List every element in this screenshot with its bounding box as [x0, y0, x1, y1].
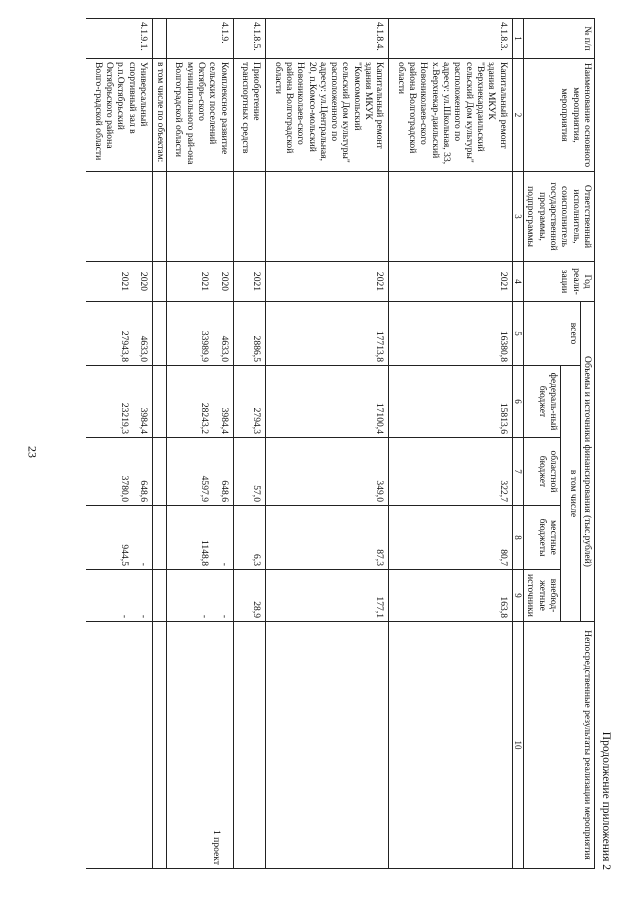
- note-text: в том числе по объектам:: [152, 59, 166, 172]
- col-num: 9: [512, 570, 524, 622]
- col-num: 10: [512, 622, 524, 869]
- row-local: [86, 506, 152, 570]
- row-regional: 322,7: [389, 438, 512, 506]
- row-regional: [167, 438, 234, 506]
- row-name: Комплексное развитие сельских поселений Октябрь-ского муниципального рай-она Волгоградской области: [167, 59, 234, 172]
- note-cell: [152, 622, 166, 869]
- extrabudget-2021: -: [199, 614, 211, 619]
- row-executor: [266, 172, 389, 262]
- row-number: 4.1.8.5.: [233, 19, 266, 59]
- row-extrabudget: 163,8: [389, 570, 512, 622]
- row-regional: 349,0: [266, 438, 389, 506]
- note-cell: [152, 302, 166, 366]
- note-cell: [152, 366, 166, 438]
- row-result: [167, 622, 234, 869]
- header-num: № п/п: [524, 19, 595, 59]
- row-result: [266, 622, 389, 869]
- col-num: 1: [512, 19, 524, 59]
- row-regional: 57,0: [233, 438, 266, 506]
- total-2020: 4633,0: [137, 335, 149, 362]
- table-row: [389, 19, 512, 869]
- row-extrabudget: [167, 570, 234, 622]
- note-row: [152, 19, 166, 869]
- table-row: [233, 19, 266, 869]
- row-year: 2021: [389, 262, 512, 302]
- header-volumes: Объемы и источники финансирования (тыс.рублей): [580, 302, 594, 622]
- row-federal: 17100,4: [266, 366, 389, 438]
- header-row-1: [580, 19, 594, 869]
- regional-2021: 3780,0: [118, 475, 130, 502]
- row-federal: 15813,6: [389, 366, 512, 438]
- row-local: [167, 506, 234, 570]
- header-extrabudget: внебюд-жетные источники: [524, 570, 561, 622]
- header-name: Наименование основного мероприятия, мероприятия: [524, 59, 595, 172]
- federal-2021: 23219,3: [118, 402, 130, 434]
- col-num: 7: [512, 438, 524, 506]
- note-cell: [152, 570, 166, 622]
- note-cell: [152, 262, 166, 302]
- table-row: [86, 19, 152, 869]
- row-total: 16380,8: [389, 302, 512, 366]
- regional-2021: 4597,9: [199, 475, 211, 502]
- extrabudget-2020: -: [218, 614, 230, 619]
- row-executor: [233, 172, 266, 262]
- row-executor: [167, 172, 234, 262]
- row-total: [167, 302, 234, 366]
- header-federal: федераль-ный бюджет: [524, 366, 561, 438]
- year-2020: 2020: [137, 271, 149, 292]
- total-2020: 4633,0: [218, 335, 230, 362]
- table-row: [266, 19, 389, 869]
- local-2020: -: [137, 562, 149, 566]
- row-local: 80,7: [389, 506, 512, 570]
- row-federal: [86, 366, 152, 438]
- header-regional: областной бюджет: [524, 438, 561, 506]
- col-num: 4: [512, 262, 524, 302]
- year-2021: 2021: [199, 271, 211, 292]
- extrabudget-2020: -: [137, 614, 149, 619]
- row-year: 2021: [233, 262, 266, 302]
- col-num: 6: [512, 366, 524, 438]
- row-federal: 2794,3: [233, 366, 266, 438]
- year-2021: 2021: [118, 271, 130, 292]
- row-local: 6,3: [233, 506, 266, 570]
- row-number: 4.1.8.3.: [389, 19, 512, 59]
- column-number-row: [512, 19, 524, 869]
- row-number: 4.1.8.4.: [266, 19, 389, 59]
- extrabudget-2021: -: [118, 614, 130, 619]
- row-extrabudget: [86, 570, 152, 622]
- row-executor: [86, 172, 152, 262]
- year-2020: 2020: [218, 271, 230, 292]
- federal-2020: 3984,4: [137, 407, 149, 434]
- header-results: Непосредственные результаты реализации мероприятия: [524, 622, 595, 869]
- note-num-cell: [152, 19, 166, 59]
- total-2021: 33989,9: [199, 330, 211, 362]
- row-federal: [167, 366, 234, 438]
- financing-table: [86, 18, 595, 869]
- header-executor: Ответственный исполнитель, соисполнитель государственной программы, подпрограммы: [524, 172, 595, 262]
- local-2021: 944,5: [118, 544, 130, 566]
- col-num: 3: [512, 172, 524, 262]
- row-name: Капитальный ремонт здания МКУК "Комсомольский сельский Дом культуры" расположенного по адресу: ул.Центральная, 20, п.Комсо-мольский Новониколаев-ского района Волгоградской области: [266, 59, 389, 172]
- row-result: [389, 622, 512, 869]
- row-name: Приобретение транспортных средств: [233, 59, 266, 172]
- row-year: [167, 262, 234, 302]
- page-number: 23: [25, 446, 40, 458]
- row-regional: [86, 438, 152, 506]
- row-number: 4.1.9.1.: [86, 19, 152, 59]
- row-extrabudget: 28,9: [233, 570, 266, 622]
- total-2021: 27943,8: [118, 330, 130, 362]
- note-cell: [152, 438, 166, 506]
- table-row: [167, 19, 234, 869]
- row-name: Капитальный ремонт здания МКУК "Верхнекардаильский сельский Дом культуры" расположенного по адресу: ул.Школьная, 33, х.Верхнекар-даильский Новониколаев-ского района Волгоградской области: [389, 59, 512, 172]
- result-2021: 1 проект: [210, 829, 222, 866]
- row-executor: [389, 172, 512, 262]
- row-result: [233, 622, 266, 869]
- continuation-label: Продолжение приложения 2: [600, 731, 612, 870]
- col-num: 8: [512, 506, 524, 570]
- col-num: 2: [512, 59, 524, 172]
- row-total: 2886,5: [233, 302, 266, 366]
- header-total: всего: [524, 302, 581, 366]
- header-year: Год реали-зации: [524, 262, 595, 302]
- row-extrabudget: 177,1: [266, 570, 389, 622]
- local-2021: 1148,8: [199, 539, 211, 566]
- col-num: 5: [512, 302, 524, 366]
- row-total: [86, 302, 152, 366]
- row-total: 17713,8: [266, 302, 389, 366]
- header-including: в том числе: [561, 366, 581, 622]
- row-name: Универсальный спортивный зал в р.п.Октябрьский Октябрьского района Волго-градской области: [86, 59, 152, 172]
- row-year: [86, 262, 152, 302]
- rotated-page-content: [22, 18, 612, 888]
- note-cell: [152, 172, 166, 262]
- row-number: 4.1.9.: [167, 19, 234, 59]
- note-cell: [152, 506, 166, 570]
- regional-2020: 648,6: [137, 480, 149, 502]
- row-result: [86, 622, 152, 869]
- row-local: 87,3: [266, 506, 389, 570]
- header-local: местные бюджеты: [524, 506, 561, 570]
- federal-2020: 3984,4: [218, 407, 230, 434]
- local-2020: -: [218, 562, 230, 566]
- federal-2021: 28243,2: [199, 402, 211, 434]
- row-year: 2021: [266, 262, 389, 302]
- regional-2020: 648,6: [218, 480, 230, 502]
